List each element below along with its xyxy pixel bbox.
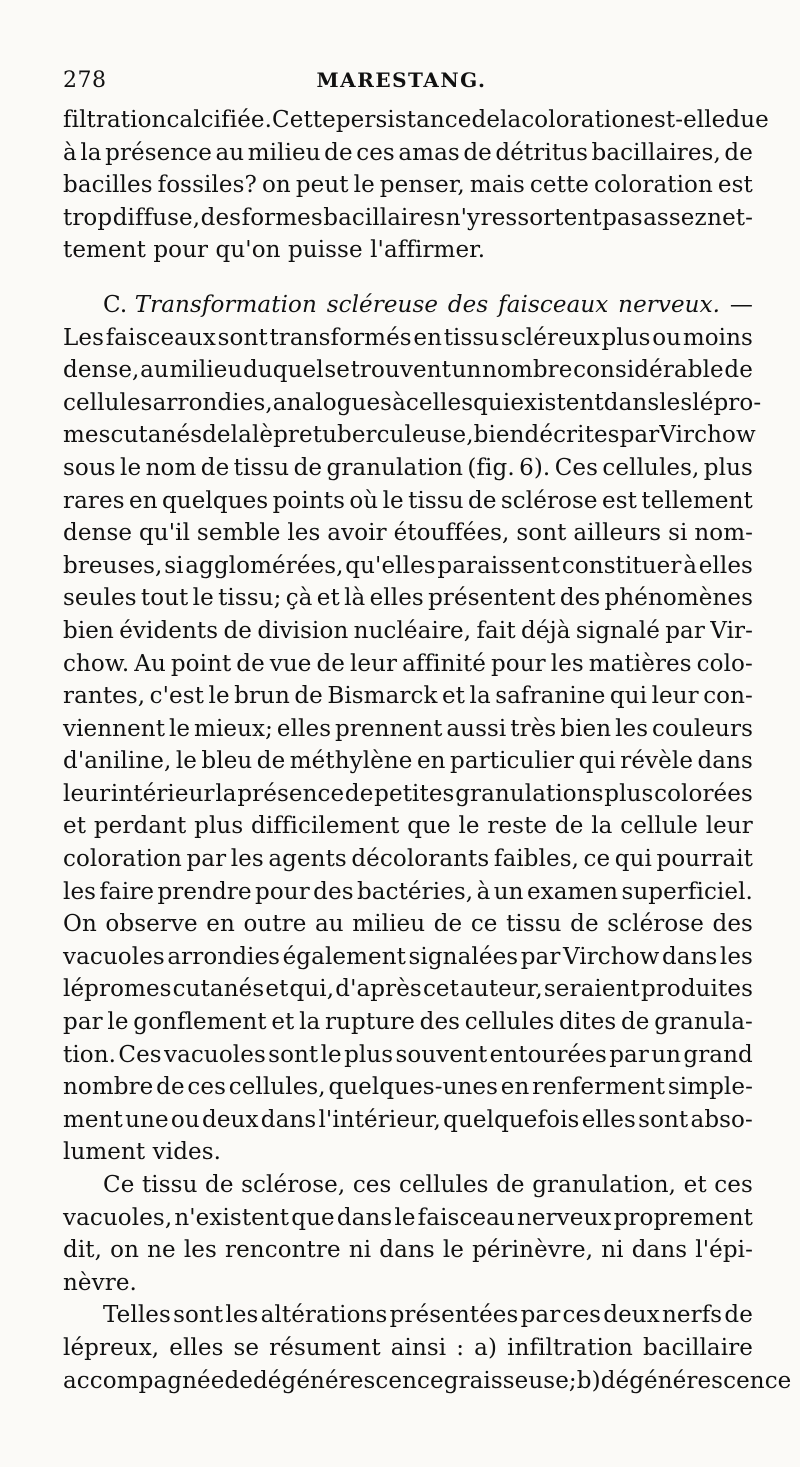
section-title: Transformation <box>134 291 317 318</box>
text-line: filtration calcifiée. Cette persistance de la coloration est-elle due <box>63 107 769 133</box>
page-number: 278 <box>63 68 107 93</box>
text-line: nèvre. <box>63 1269 137 1296</box>
text-line: dense, au milieu duquel se trouvent un nombre considérable de <box>63 357 753 384</box>
text-line: trop diffuse, des formes bacillaires n'y ressortent pas assez net- <box>63 204 753 231</box>
text-line: viennent le mieux; elles prennent aussi très bien les couleurs <box>63 715 753 742</box>
page-body <box>63 104 792 1397</box>
text-line: tement pour qu'on puisse l'affirmer. <box>63 237 486 264</box>
paragraph <box>63 1169 753 1299</box>
text-line: breuses, si agglomérées, qu'elles paraissent constituer à elles <box>63 552 753 579</box>
text-line: rantes, c'est le brun de Bismarck et la safranine qui leur con- <box>63 683 753 710</box>
paragraph <box>63 289 762 1169</box>
page-header <box>63 68 740 98</box>
text-line: dense qu'il semble les avoir étouffées, sont ailleurs si nom- <box>63 520 753 547</box>
text-line: vacuoles, n'existent que dans le faisceau nerveux proprement <box>63 1204 753 1231</box>
text-line: leur intérieur la présence de petites granulations plus colorées <box>63 780 753 807</box>
em-dash: — <box>729 291 753 318</box>
text-line: rares en quelques points où le tissu de sclérose est tellement <box>63 487 753 514</box>
text-line: seules tout le tissu; çà et là elles présentent des phénomènes <box>63 585 753 612</box>
text-line: par le gonflement et la rupture des cellules dites de granula- <box>63 1009 753 1036</box>
paragraph <box>63 1299 792 1397</box>
text-line: Les faisceaux sont transformés en tissu scléreux plus ou moins <box>63 324 753 351</box>
running-head: MARESTANG. <box>316 68 487 92</box>
text-line: tion. Ces vacuoles sont le plus souvent entourées par un grand <box>63 1041 753 1068</box>
text-line: vacuoles arrondies également signalées par Virchow dans les <box>63 943 753 970</box>
text-line: bacilles fossiles? on peut le penser, mais cette coloration est <box>63 172 753 199</box>
text-line: mes cutanés de la lèpre tuberculeuse, bien décrites par Virchow <box>63 422 756 449</box>
text-line: d'aniline, le bleu de méthylène en particulier qui révèle dans <box>63 748 753 775</box>
text-line: ment une ou deux dans l'intérieur, quelquefois elles sont abso- <box>63 1106 753 1133</box>
text-line: bien évidents de division nucléaire, fait déjà signalé par Vir- <box>63 617 753 644</box>
text-line: à la présence au milieu de ces amas de détritus bacillaires, de <box>63 139 753 166</box>
text-line: Telles sont les altérations présentées par ces deux nerfs de <box>103 1302 753 1329</box>
text-line: chow. Au point de vue de leur affinité pour les matières colo- <box>63 650 753 677</box>
text-line: dit, on ne les rencontre ni dans le périnèvre, ni dans l'épi- <box>63 1237 753 1264</box>
text-line: lépromes cutanés et qui, d'après cet auteur, seraient produites <box>63 976 753 1003</box>
section-spacer <box>63 267 753 289</box>
text-line: accompagnée de dégénérescence graisseuse; b) dégénérescence <box>63 1367 792 1394</box>
section-letter: C. <box>103 291 135 318</box>
text-line: Ce tissu de sclérose, ces cellules de granulation, et ces <box>103 1172 753 1198</box>
text-line: et perdant plus difficilement que le reste de la cellule leur <box>63 813 753 840</box>
text-line: coloration par les agents décolorants faibles, ce qui pourrait <box>63 846 753 873</box>
text-line: sous le nom de tissu de granulation (fig. 6). Ces cellules, plus <box>63 454 753 481</box>
text-line: lument vides. <box>63 1139 222 1166</box>
text-line: nombre de ces cellules, quelques-unes en renferment simple- <box>63 1074 753 1101</box>
text-line: On observe en outre au milieu de ce tissu de sclérose des <box>63 911 753 938</box>
text-line: lépreux, elles se résument ainsi : a) infiltration bacillaire <box>63 1334 753 1361</box>
text-line: cellules arrondies, analogues à celles qui existent dans les lépro- <box>63 389 762 416</box>
text-line: les faire prendre pour des bactéries, à un examen superficiel. <box>63 878 753 905</box>
section-heading: C. Transformation scléreuse des faisceaux nerveux. — <box>63 289 753 322</box>
paragraph <box>63 104 769 267</box>
